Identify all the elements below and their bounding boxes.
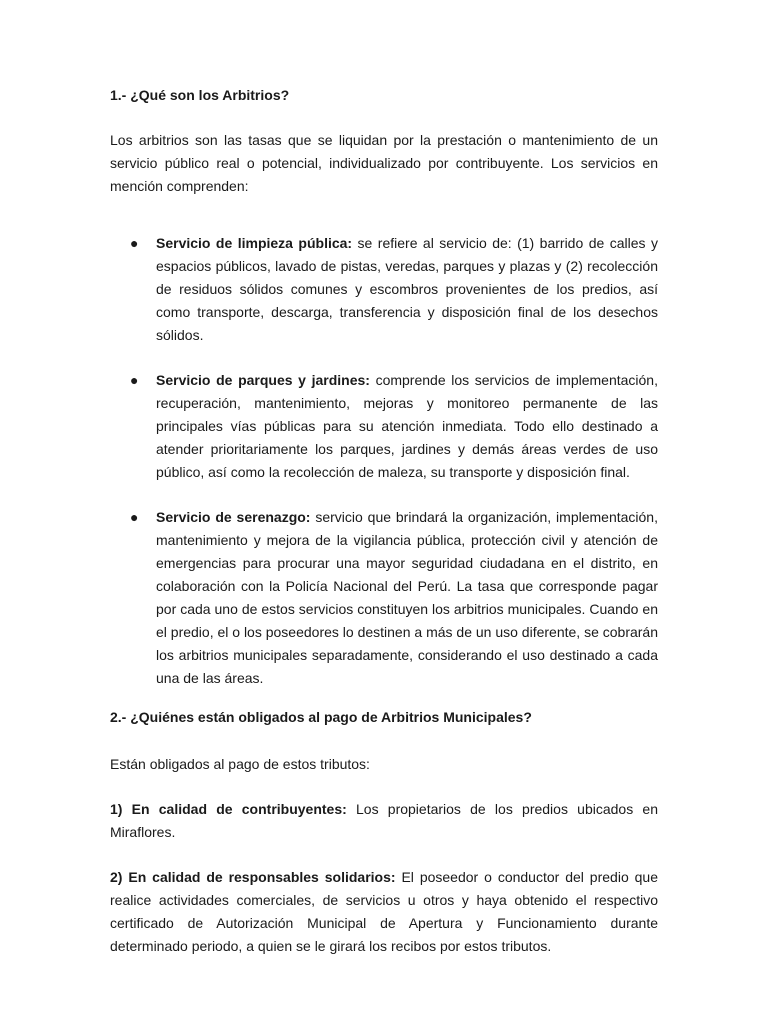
bullet-icon: ● — [130, 372, 139, 388]
service-label: Servicio de serenazgo: — [156, 509, 311, 525]
service-description: comprende los servicios de implementación, recuperación, mantenimiento, mejoras y monitoreo permanente de las principales vías públicas para su atención inmediata. Todo ello destinado a atender prioritariamente los parques, jardines y demás áreas verdes de uso público, así como la recolección de maleza, su transporte y disposición final. — [156, 372, 658, 480]
service-item-limpieza — [110, 232, 658, 347]
section-2-intro: Están obligados al pago de estos tributos: — [110, 756, 370, 772]
services-list — [110, 232, 658, 690]
bullet-icon: ● — [130, 235, 139, 251]
service-label: Servicio de limpieza pública: — [156, 235, 353, 251]
obligated-description: Los propietarios de los predios ubicados en Miraflores. — [110, 801, 658, 840]
service-description: servicio que brindará la organización, implementación, mantenimiento y mejora de la vigilancia pública, protección civil y atención de emergencias para procurar una mayor seguridad ciudadana en el distrito, en colaboración con la Policía Nacional del Perú. La tasa que corresponde pagar por cada uno de estos servicios constituyen los arbitrios municipales. Cuando en el predio, el o los poseedores lo destinen a más de un uso diferente, se cobrarán los arbitrios municipales separadamente, considerando el uso destinado a cada una de las áreas. — [156, 509, 658, 686]
service-label: Servicio de parques y jardines: — [156, 372, 370, 388]
obligated-item-responsables — [110, 866, 658, 958]
obligated-item-contribuyentes — [110, 798, 658, 844]
service-description: se refiere al servicio de: (1) barrido de calles y espacios públicos, lavado de pistas, veredas, parques y plazas y (2) recolección de residuos sólidos comunes y escombros provenientes de los predios, así como transporte, descarga, transferencia y disposición final de los desechos sólidos. — [156, 235, 658, 343]
service-item-serenazgo — [110, 506, 658, 690]
obligated-description: El poseedor o conductor del predio que realice actividades comerciales, de servicios u otros y haya obtenido el respectivo certificado de Autorización Municipal de Apertura y Funcionamiento durante determinado periodo, a quien se le girará los recibos por estos tributos. — [110, 869, 659, 954]
bullet-icon: ● — [130, 509, 139, 525]
section-2-title: 2.- ¿Quiénes están obligados al pago de Arbitrios Municipales? — [110, 709, 532, 725]
section-1-intro: Los arbitrios son las tasas que se liquidan por la prestación o mantenimiento de un servicio público real o potencial, individualizado por contribuyente. Los servicios en mención comprenden: — [110, 132, 658, 194]
section-1-title: 1.- ¿Qué son los Arbitrios? — [110, 87, 290, 103]
service-item-parques — [110, 369, 658, 484]
obligated-label: 2) En calidad de responsables solidarios: — [110, 869, 396, 885]
obligated-label: 1) En calidad de contribuyentes: — [110, 801, 347, 817]
